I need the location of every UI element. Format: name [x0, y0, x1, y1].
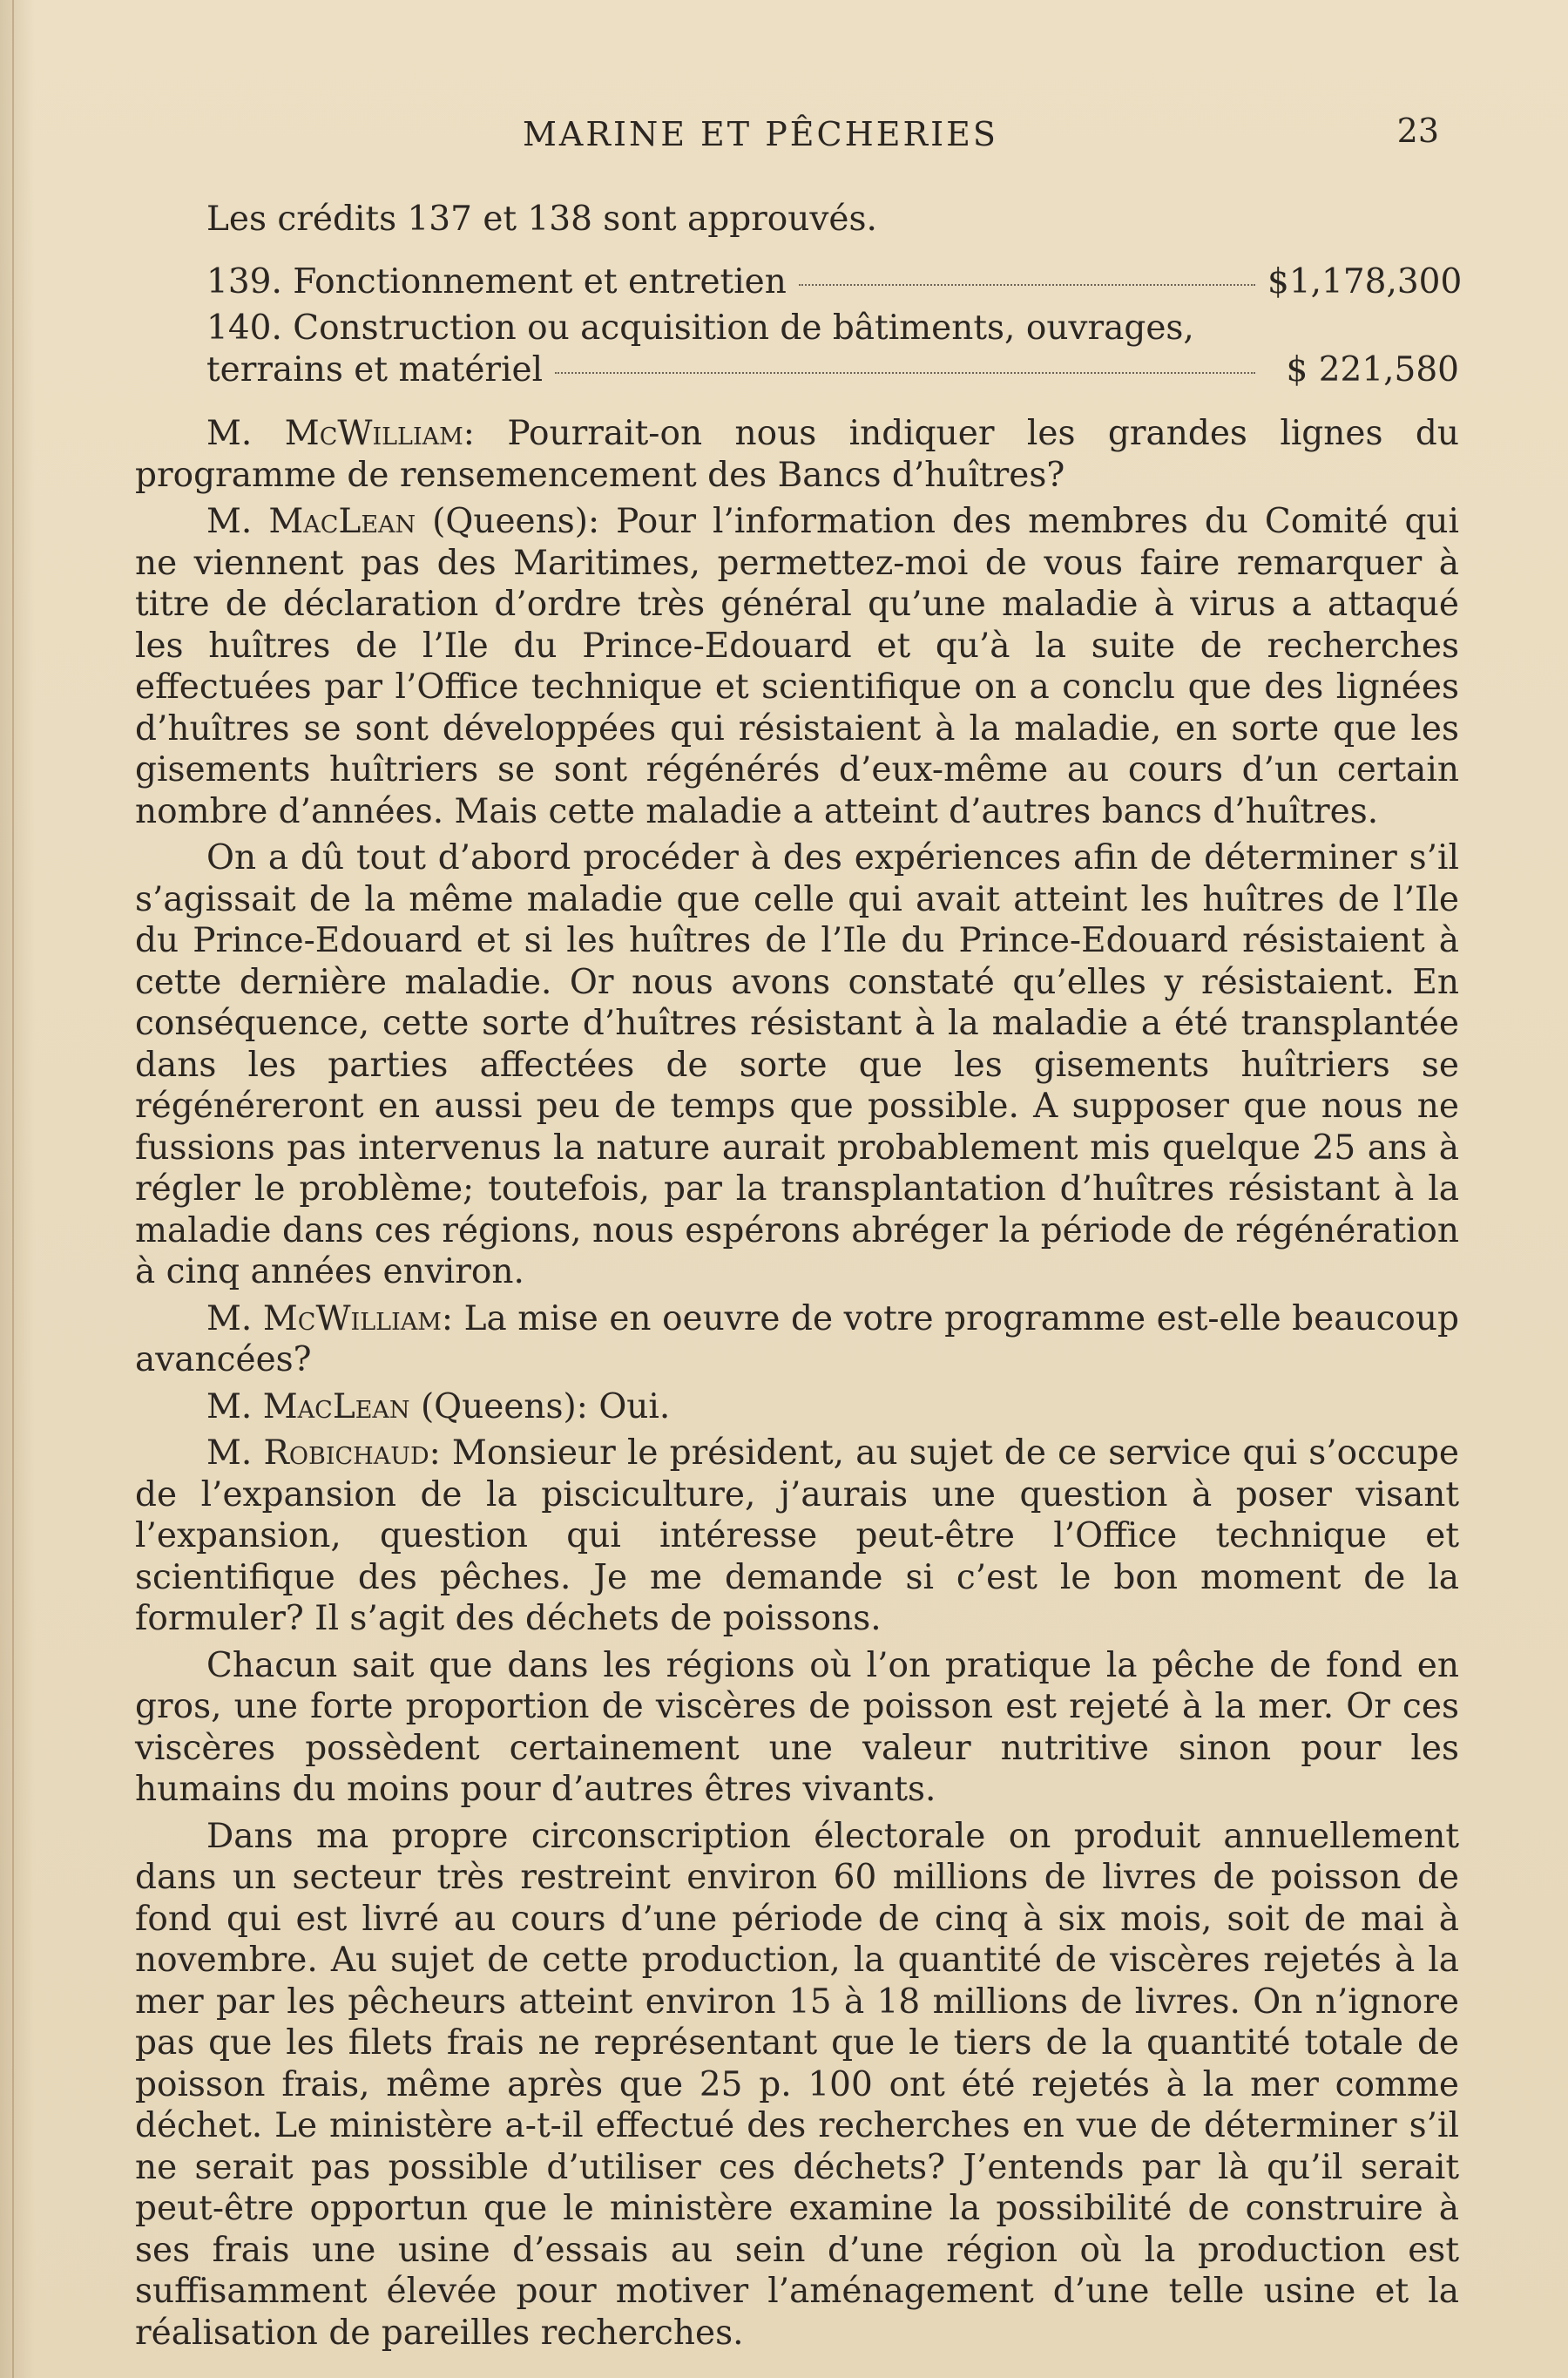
- paragraph: Chacun sait que dans les régions où l’on pratique la pêche de fond en gros, une forte proportion de viscères de poisson est rejeté à la mer. Or ces viscères possèdent certainement une valeur nutritive sinon pour les humains du moins pour d’autres êtres vivants.: [135, 1645, 1459, 1809]
- vote-amount: $1,178,300: [1267, 261, 1463, 301]
- paragraph: M. McWilliam: La mise en oeuvre de votre programme est-elle beaucoup avancées?: [135, 1298, 1460, 1379]
- paragraph: On a dû tout d’abord procéder à des expériences afin de déterminer s’il s’agissait de la même maladie que celle qui avait atteint les huîtres de l’Ile du Prince-Edouard et si les huîtres de l’Ile du Prince-Edouard résistaient à cette dernière maladie. Or nous avons constaté qu’elles y résistaient. En conséquence, cette sorte d’huîtres résistant à la maladie a été transplantée dans les parties affectées de sorte que les gisements huîtriers se régénéreront en aussi peu de temps que possible. A supposer que nous ne fussions pas intervenus la nature aurait probablement mis quelque 25 ans à régler le problème; toutefois, par la transplantation d’huîtres résistant à la maladie dans ces régions, nous espérons abréger la période de régénération à cinq années environ.: [135, 838, 1459, 1291]
- page-number: 23: [1396, 112, 1439, 150]
- speaker-name: McWilliam: [262, 1298, 442, 1338]
- speaker-name: Robichaud: [263, 1433, 429, 1473]
- vote-item: [135, 261, 1463, 303]
- vote-label-cont: terrains et matériel: [206, 349, 544, 390]
- running-title: MARINE ET PÊCHERIES: [523, 115, 998, 153]
- paragraph: M. MacLean (Queens): Pour l’information des membres du Comité qui ne viennent pas des Maritimes, permettez-moi de vous faire remarquer à titre de déclaration d’ordre très général qu’une maladie à virus a attaqué les huîtres de l’Ile du Prince-Edouard et qu’à la suite de recherches effectuées par l’Office technique et scientifique on a conclu que des lignées d’huîtres se sont développées qui résistaient à la maladie, en sorte que les gisements huîtriers se sont régénérés d’eux-même au cours d’un certain nombre d’années. Mais cette maladie a atteint d’autres bancs d’huîtres.: [135, 502, 1460, 831]
- vote-label: 139. Fonctionnement et entretien: [206, 261, 787, 301]
- speaker-name: MacLean: [262, 1386, 410, 1426]
- vote-item: [135, 308, 1459, 390]
- paragraph: Dans ma propre circonscription électorale on produit annuellement dans un secteur très restreint environ 60 millions de livres de poisson de fond qui est livré au cours d’une période de cinq à six mois, soit de mai à novembre. Au sujet de cette production, la quantité de viscères rejetés à la mer par les pêcheurs atteint environ 15 à 18 millions de livres. On n’ignore pas que les filets frais ne représentant que le tiers de la quantité totale de poisson frais, même après que 25 p. 100 ont été rejetés à la mer comme déchet. Le ministère a-t-il effectué des recherches en vue de déterminer s’il ne serait pas possible d’utiliser ces déchets? J’entends par là qu’il serait peut-être opportun que le ministère examine la possibilité de construire à ses frais une usine d’essais au sein d’une région où la production est suffisamment élevée pour motiver l’aménagement d’une telle usine et la réalisation de pareilles recherches.: [135, 1816, 1459, 2353]
- speaker-name: MacLean: [268, 502, 416, 541]
- votes-approved-note: Les crédits 137 et 138 sont approuvés.: [206, 200, 877, 239]
- speaker-name: McWilliam: [284, 414, 463, 453]
- page-edge: [12, 0, 14, 2378]
- paragraph: M. McWilliam: Pourrait-on nous indiquer les grandes lignes du programme de rensemencement des Bancs d’huîtres?: [135, 414, 1459, 495]
- paragraph: M. MacLean (Queens): Oui.: [206, 1386, 671, 1426]
- dot-leader: [555, 372, 1255, 374]
- body-text: [135, 199, 1463, 2359]
- paragraph: M. Robichaud: Monsieur le président, au sujet de ce service qui s’occupe de l’expansion de la pisciculture, j’aurais une question à poser visant l’expansion, question qui intéresse peut-être l’Office technique et scientifique des pêches. Je me demande si c’est le bon moment de la formuler? Il s’agit des déchets de poissons.: [135, 1433, 1459, 1638]
- vote-amount: $ 221,580: [1286, 349, 1459, 390]
- vote-label: 140. Construction ou acquisition de bâtiments, ouvrages,: [206, 308, 1194, 348]
- dot-leader: [799, 284, 1255, 286]
